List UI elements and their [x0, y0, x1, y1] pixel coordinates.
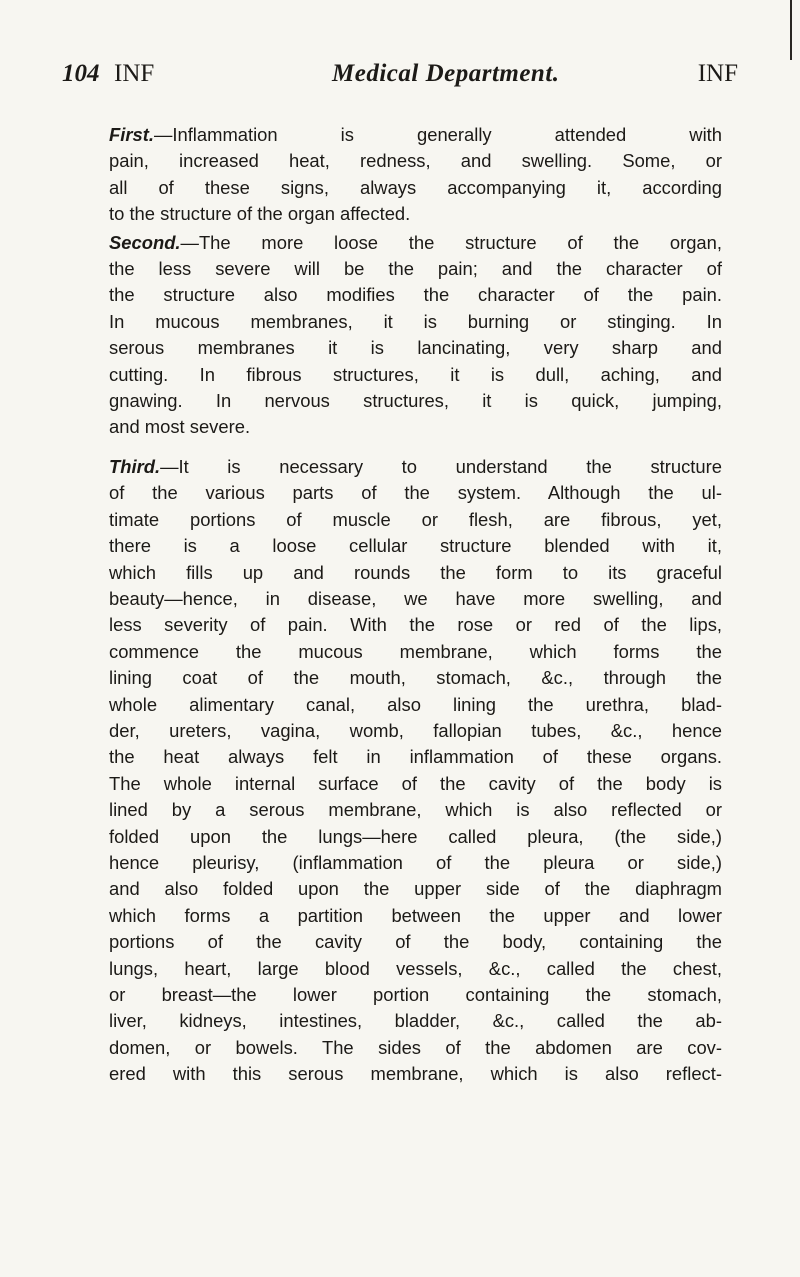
text-line: the structure also modifies the character of the pain.	[109, 284, 722, 306]
paragraph-second	[86, 230, 722, 441]
text-line: the less severe will be the pain; and the character of	[109, 258, 722, 280]
text-line: hence pleurisy, (inflammation of the pleura or side,)	[109, 851, 722, 873]
text-line: cutting. In fibrous structures, it is dull, aching, and	[109, 363, 722, 385]
text-line: or breast—the lower portion containing the stomach,	[109, 984, 722, 1005]
text-line: portions of the cavity of the body, containing the	[109, 931, 722, 953]
text-line: of the various parts of the system. Although the ul-	[109, 482, 722, 504]
text-line: serous membranes it is lancinating, very sharp and	[109, 337, 722, 359]
paragraph-first	[86, 122, 722, 228]
text-line: less severity of pain. With the rose or red of the lips,	[109, 614, 722, 636]
header-title: Medical Department.	[332, 60, 560, 87]
text-line: In mucous membranes, it is burning or stinging. In	[109, 310, 722, 332]
body-text	[86, 122, 722, 1088]
text-line: gnawing. In nervous structures, it is quick, jumping,	[109, 390, 722, 412]
text-line: der, ureters, vagina, womb, fallopian tubes, &c., hence	[109, 719, 722, 741]
text-line: lining coat of the mouth, stomach, &c., through the	[109, 667, 722, 689]
paragraph-lead: First.	[109, 124, 154, 145]
paragraph-third	[86, 454, 722, 1088]
text-line: all of these signs, always accompanying it, according	[109, 176, 722, 198]
text-line: and most severe.	[109, 416, 251, 438]
text-line: which forms a partition between the upper and lower	[109, 904, 722, 926]
text-line: —It is necessary to understand the structure	[160, 455, 722, 477]
text-line: —Inflammation is generally attended with	[153, 124, 722, 145]
text-line: domen, or bowels. The sides of the abdomen are cov-	[109, 1036, 722, 1058]
page-edge-rule	[790, 0, 792, 60]
text-line: and also folded upon the upper side of the diaphragm	[109, 878, 722, 900]
header-left-word: INF	[114, 60, 155, 87]
text-line: there is a loose cellular structure blended with it,	[109, 535, 722, 557]
paragraph-lead: Third.	[109, 455, 161, 477]
text-line: which fills up and rounds the form to its graceful	[109, 561, 722, 583]
text-line: timate portions of muscle or flesh, are fibrous, yet,	[109, 508, 722, 530]
text-line: liver, kidneys, intestines, bladder, &c., called the ab-	[109, 1010, 722, 1032]
text-line: lined by a serous membrane, which is also reflected or	[109, 799, 722, 821]
running-header	[62, 46, 738, 86]
text-line: pain, increased heat, redness, and swelling. Some, or	[109, 150, 722, 172]
page-number: 104	[62, 60, 100, 87]
text-line: the heat always felt in inflammation of these organs.	[109, 746, 722, 768]
text-line: whole alimentary canal, also lining the urethra, blad-	[109, 693, 722, 715]
text-line: —The more loose the structure of the organ,	[180, 231, 722, 253]
text-line: to the structure of the organ affected.	[109, 203, 411, 225]
header-right-word: INF	[697, 60, 738, 87]
text-line: beauty—hence, in disease, we have more swelling, and	[109, 587, 722, 609]
text-line: folded upon the lungs—here called pleura, (the side,)	[109, 825, 722, 847]
text-line: ered with this serous membrane, which is also reflect-	[109, 1063, 722, 1085]
paragraph-lead: Second.	[109, 231, 181, 253]
text-line: lungs, heart, large blood vessels, &c., called the chest,	[109, 957, 722, 979]
text-line: commence the mucous membrane, which forms the	[109, 640, 722, 662]
text-line: The whole internal surface of the cavity of the body is	[109, 772, 722, 794]
